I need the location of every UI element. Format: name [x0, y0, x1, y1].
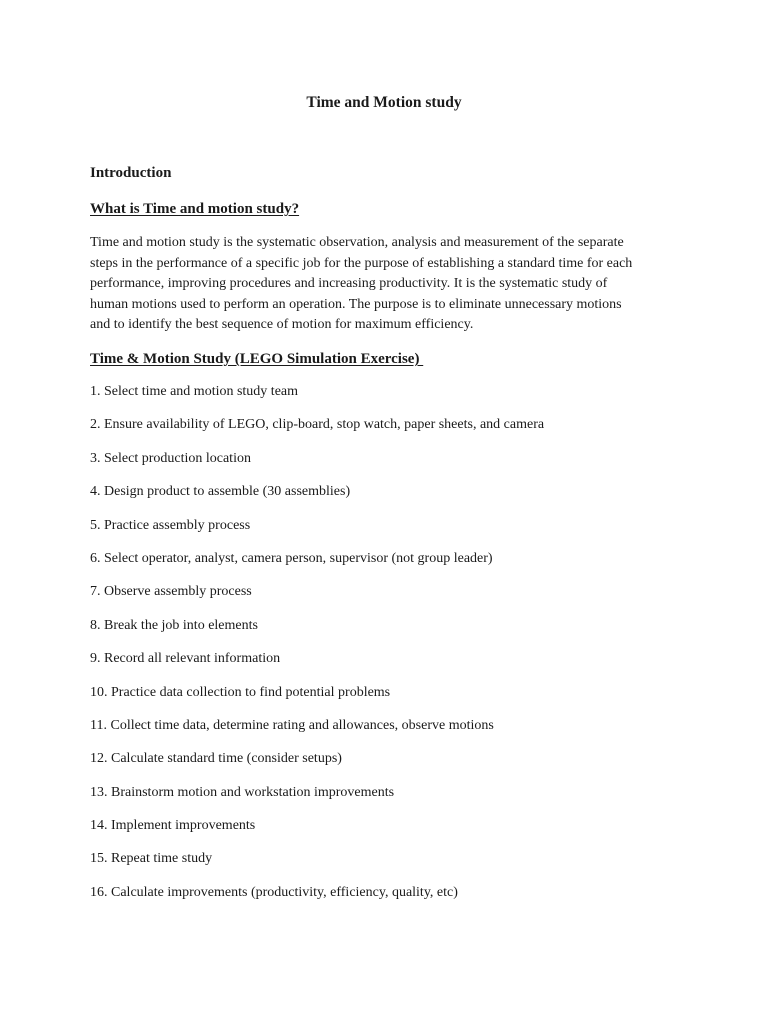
paragraph-line: Time and motion study is the systematic observation, analysis and measurement of the separate: [90, 235, 624, 250]
paragraph-line: human motions used to perform an operation. The purpose is to eliminate unnecessary motions: [90, 296, 622, 312]
list-item: 11. Collect time data, determine rating and allowances, observe motions: [90, 717, 494, 733]
list-item: 6. Select operator, analyst, camera person, supervisor (not group leader): [90, 550, 493, 566]
section-heading-lego-exercise: Time & Motion Study (LEGO Simulation Exercise): [90, 351, 424, 367]
list-item: 1. Select time and motion study team: [90, 384, 299, 399]
list-item: 15. Repeat time study: [90, 851, 213, 867]
paragraph-line: steps in the performance of a specific job for the purpose of establishing a standard time for each: [90, 255, 633, 271]
section-heading-introduction: Introduction: [90, 165, 172, 181]
document-title: Time and Motion study: [306, 94, 462, 111]
list-item: 5. Practice assembly process: [90, 517, 251, 533]
list-item: 2. Ensure availability of LEGO, clip-board, stop watch, paper sheets, and camera: [90, 417, 545, 433]
definition-paragraph: [90, 233, 690, 336]
section-heading-what-is: What is Time and motion study?: [90, 201, 300, 217]
list-item: 16. Calculate improvements (productivity, efficiency, quality, etc): [90, 884, 458, 900]
list-item: 9. Record all relevant information: [90, 651, 281, 667]
list-item: 8. Break the job into elements: [90, 617, 258, 633]
list-item: 13. Brainstorm motion and workstation improvements: [90, 784, 395, 800]
list-item: 7. Observe assembly process: [90, 584, 252, 600]
list-item: 12. Calculate standard time (consider setups): [90, 751, 342, 767]
list-item: 3. Select production location: [90, 450, 251, 466]
paragraph-line: performance, improving procedures and increasing productivity. It is the systematic study of: [90, 276, 608, 292]
list-item: 10. Practice data collection to find potential problems: [90, 684, 391, 700]
steps-list: [90, 382, 544, 916]
paragraph-line: and to identify the best sequence of motion for maximum efficiency.: [90, 317, 474, 333]
list-item: 4. Design product to assemble (30 assemblies): [90, 484, 351, 500]
list-item: 14. Implement improvements: [90, 818, 256, 834]
